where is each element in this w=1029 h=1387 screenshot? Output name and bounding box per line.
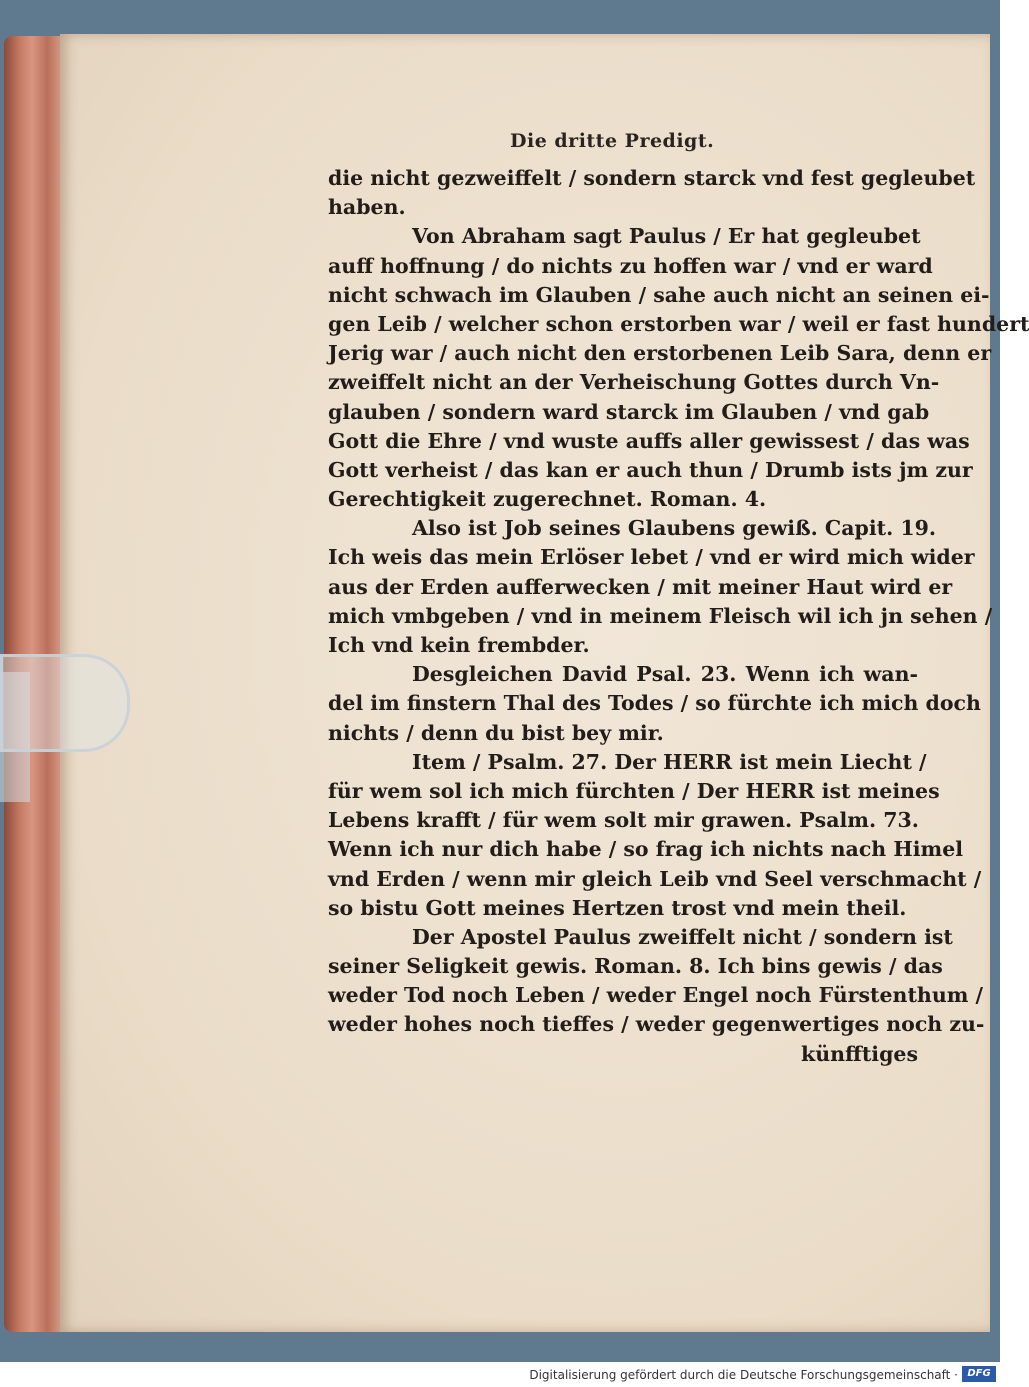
text-line: nicht schwach im Glauben / sahe auch nicht an seinen ei- xyxy=(328,282,990,307)
text-line: Gerechtigkeit zugerechnet. Roman. 4. xyxy=(328,487,767,512)
text-line: die nicht gezweiffelt / sondern starck vnd fest gegleubet xyxy=(328,166,976,190)
text-line: Gott verheist / das kan er auch thun / Drumb ists jm zur xyxy=(328,457,973,482)
text-line: Lebens krafft / für wem solt mir grawen. Psalm. 73. xyxy=(328,808,919,833)
text-line: vnd Erden / wenn mir gleich Leib vnd Seel verschmacht / xyxy=(328,866,982,891)
footer-bar xyxy=(0,1362,1000,1387)
text-line: so bistu Gott meines Hertzen trost vnd mein theil. xyxy=(328,895,907,920)
text-line: mich vmbgeben / vnd in meinem Fleisch wil ich jn sehen / xyxy=(328,603,993,628)
text-line: künfftiges xyxy=(800,1041,918,1066)
text-block xyxy=(328,164,1029,1069)
text-line: glauben / sondern ward starck im Glauben / vnd gab xyxy=(328,399,930,424)
text-line: Wenn ich nur dich habe / so frag ich nichts nach Himel xyxy=(328,837,964,862)
text-line: Jerig war / auch nicht den erstorbenen Leib Sara, denn er xyxy=(328,341,992,366)
dfg-logo: DFG xyxy=(962,1366,996,1382)
text-line: für wem sol ich mich fürchten / Der HERR ist meines xyxy=(328,778,940,803)
page-clip xyxy=(0,654,130,752)
text-line: nichts / denn du bist bey mir. xyxy=(328,720,664,745)
text-line: aus der Erden aufferwecken / mit meiner Haut wird er xyxy=(328,574,953,599)
text-line: Der Apostel Paulus zweiffelt nicht / sondern ist xyxy=(412,924,953,949)
text-line: Ich weis das mein Erlöser lebet / vnd er wird mich wider xyxy=(328,545,975,570)
text-line: seiner Seligkeit gewis. Roman. 8. Ich bins gewis / das xyxy=(328,954,943,979)
text-line: gen Leib / welcher schon erstorben war / weil er fast hundert xyxy=(328,311,1029,336)
text-line: weder hohes noch tieffes / weder gegenwertiges noch zu- xyxy=(328,1012,985,1037)
text-line: Item / Psalm. 27. Der HERR ist mein Liecht / xyxy=(412,749,927,774)
funding-credit: Digitalisierung gefördert durch die Deutsche Forschungsgemeinschaft · xyxy=(529,1368,958,1382)
text-line: auff hoffnung / do nichts zu hoffen war / vnd er ward xyxy=(328,253,933,278)
text-line: Von Abraham sagt Paulus / Er hat gegleubet xyxy=(412,224,921,249)
text-line: Gott die Ehre / vnd wuste auffs aller gewissest / das was xyxy=(328,428,970,453)
text-line: zweiffelt nicht an der Verheischung Gottes durch Vn- xyxy=(328,370,940,395)
text-line: Ich vnd kein frembder. xyxy=(328,633,590,657)
text-line: weder Tod noch Leben / weder Engel noch Fürstenthum / xyxy=(328,983,984,1008)
text-line: del im finstern Thal des Todes / so fürchte ich mich doch xyxy=(328,691,981,716)
text-line: Also ist Job seines Glaubens gewiß. Capit. 19. xyxy=(412,516,937,541)
running-head: Die dritte Predigt. xyxy=(510,130,715,152)
text-line: Desgleichen David Psal. 23. Wenn ich wan- xyxy=(412,662,918,687)
text-line: haben. xyxy=(328,195,406,220)
